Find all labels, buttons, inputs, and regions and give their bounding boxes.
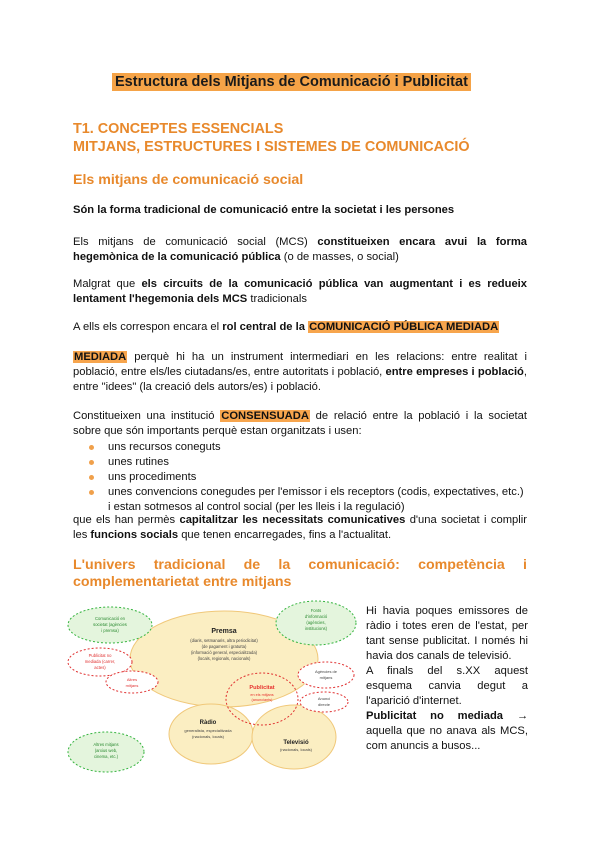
left-small-ellipse <box>106 671 158 693</box>
publicitat-text: en els mitjans <box>250 693 274 697</box>
left-mid-text: Publicitat no <box>88 653 112 658</box>
side-notes <box>366 604 528 754</box>
paragraph-consensuada: Constitueixen una institució CONSENSUADA de relació entre la població i la societat sobre que són importants perquè estan organitzats i usen: <box>73 410 527 437</box>
topic-heading: T1. CONCEPTES ESSENCIALS <box>73 121 284 137</box>
paragraph-mediada: MEDIADA perquè hi ha un instrument intermediari en les relacions: entre realitat i població, entre els/les ciutadans/es, entre autoritats i població, entre empreses i població, entre "idees" (la creació dels autors/es) i població. <box>73 351 527 393</box>
left-top-text: societat (agències <box>93 622 127 627</box>
right-top-text: (agències, <box>306 620 326 625</box>
right-mid-text: Agències de <box>314 669 338 674</box>
left-bottom-text: (arxius web, <box>94 748 118 753</box>
right-top-text: institucions) <box>304 626 328 631</box>
paragraph-rol-central: A ells els correspon encara el rol central de la COMUNICACIÓ PÚBLICA MEDIADA <box>73 321 499 333</box>
right-small-text: Anunci <box>317 696 331 701</box>
organization-list <box>80 440 528 515</box>
list-item: unes rutines <box>80 455 528 470</box>
premsa-text: (informació general, especialitzada) <box>190 650 258 655</box>
premsa-label: Premsa <box>211 628 237 635</box>
paragraph-mcs: Els mitjans de comunicació social (MCS) constitueixen encara avui la forma hegemònica de la comunicació pública (o de masses, o social) <box>73 236 528 263</box>
right-mid-text: mitjans <box>319 675 333 680</box>
side-paragraph-radio: Hi havia poques emissores de ràdio i totes eren de l'estat, per tant sense publicitat. I només hi havia dos canals de televisió. <box>366 605 528 662</box>
radio-text: generalista, especialitzada <box>184 728 232 733</box>
bullet-icon <box>89 445 94 450</box>
left-bottom-text: cinema, etc.) <box>94 754 118 759</box>
radio-label: Ràdio <box>199 720 217 726</box>
left-mid-text: actes) <box>94 665 106 670</box>
left-mid-text: mediada (carrer, <box>84 659 116 664</box>
section-title-mitjans: Els mitjans de comunicació social <box>73 172 304 188</box>
premsa-text: (de pagament i gratuïta) <box>201 644 247 649</box>
left-small-text: Altres <box>126 677 138 682</box>
left-top-text: i premsa) <box>101 628 119 633</box>
left-small-text: mitjans <box>125 683 139 688</box>
right-top-text: d'informació <box>304 614 328 619</box>
list-item: unes convencions conegudes per l'emissor i els receptors (codis, expectatives, etc.) i estan sotmesos al control social (per les lleis i la regulació) <box>80 485 528 515</box>
highlight-mediada: MEDIADA <box>74 351 127 363</box>
premsa-text: (diaris, setmanaris, altra periodicitat) <box>190 638 258 643</box>
publicitat-label: Publicitat <box>249 685 275 691</box>
side-paragraph-internet: A finals del s.XX aquest esquema canvia degut a l'aparició d'internet. <box>366 665 528 707</box>
lead-paragraph: Són la forma tradicional de comunicació entre la societat i les persones <box>73 204 455 216</box>
right-small-text: directe <box>317 702 331 707</box>
section-title-univers: L'univers tradicional de la comunicació: competència i <box>73 557 527 573</box>
premsa-text: (locals, regionals, nacionals) <box>197 656 251 661</box>
side-paragraph-publicitat: Publicitat no mediada → aquella que no anava als MCS, com anuncis a busos... <box>366 710 529 752</box>
paragraph-malgrat: Malgrat que els circuits de la comunicació pública van augmentant i es redueix lentament l'hegemonia dels MCS tradicionals <box>73 278 528 305</box>
media-ecosystem-diagram <box>66 597 358 777</box>
tv-text: (nacionals, locals) <box>279 747 313 752</box>
section-title-univers-line2: complementarietat entre mitjans <box>73 574 292 590</box>
paragraph-capitalitzar: que els han permès capitalitzar les necessitats comunicatives d'una societat i complir les funcions socials que tenen encarregades, fins a l'actualitat. <box>73 514 527 541</box>
left-bottom-text: Altres mitjans <box>93 742 119 747</box>
left-top-text: Comunicació en <box>94 616 126 621</box>
tv-label: Televisió <box>283 740 309 746</box>
topic-subheading: MITJANS, ESTRUCTURES I SISTEMES DE COMUNICACIÓ <box>73 139 470 155</box>
list-item: uns procediments <box>80 470 528 485</box>
right-top-text: Fonts <box>310 608 322 613</box>
tv-ellipse <box>252 705 336 769</box>
list-item: uns recursos coneguts <box>80 440 528 455</box>
highlight-consensuada: CONSENSUADA <box>221 410 309 422</box>
highlight-comunicacio-publica: COMUNICACIÓ PÚBLICA MEDIADA <box>309 321 499 333</box>
document-title: Estructura dels Mitjans de Comunicació i Publicitat <box>112 73 471 91</box>
publicitat-text: (anunciants) <box>251 698 273 702</box>
bullet-icon <box>89 460 94 465</box>
bullet-icon <box>89 490 94 495</box>
radio-text: (nacionals, locals) <box>191 734 225 739</box>
bullet-icon <box>89 475 94 480</box>
